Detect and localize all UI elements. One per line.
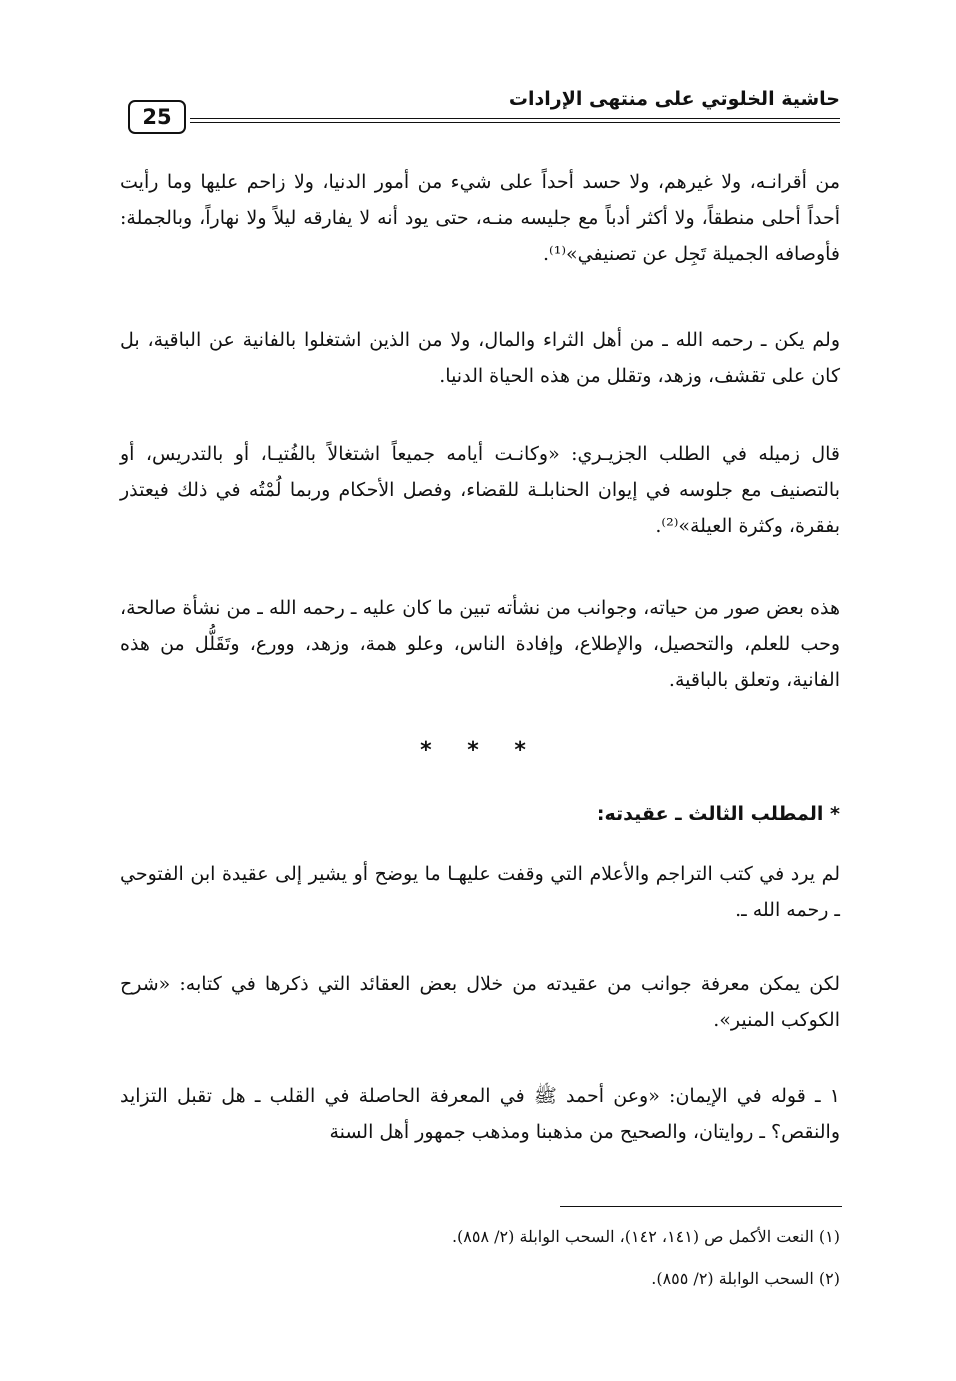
running-header	[128, 84, 840, 140]
page-number: 25	[128, 100, 186, 134]
footnote-rule	[560, 1206, 842, 1207]
paragraph: قال زميله في الطلب الجزيـري: «وكانـت أيامه جميعاً اشتغالاً بالفُتيـا، أو بالتدريس، أو بالتصنيف مع جلوسه في إيوان الحنابلـة للقضاء، وفصل الأحكام وربما لُمْتُه في ذلك فيعتذر بفقرة، وكثرة العيلة»⁽²⁾.	[120, 443, 840, 537]
paragraph: لكن يمكن معرفة جوانب من عقيدته من خلال بعض العقائد التي ذكرها في كتابه: «شرح الكوكب المنير».	[120, 973, 840, 1031]
paragraph: هذه بعض صور من حياته، وجوانب من نشأته تبين ما كان عليه ـ رحمه الله ـ من نشأة صالحة، وحب للعلم، والتحصيل، والإطلاع، وإفادة الناس، وعلو همة، وزهد، وورع، وتَقَلُّل من هذه الفانية، وتعلق بالباقية.	[120, 597, 840, 691]
footnote: (١) النعت الأكمل ص (١٤١، ١٤٢)، السحب الوابلة (٢/ ٨٥٨).	[451, 1227, 840, 1246]
paragraph: من أقرانـه، ولا غيرهم، ولا حسد أحداً على شيء من أمور الدنيا، ولا زاحم عليها وما رأيت أحداً أحلى منطقاً، ولا أكثر أدباً مع جليسه منـه، حتى يود أنه لا يفارقه ليلاً ولا نهاراً، وبالجملة: فأوصافه الجميلة تَجِل عن تصنيفي»⁽¹⁾.	[120, 171, 840, 265]
paragraph: ١ ـ قوله في الإيمان: «وعن أحمد ﷺ في المعرفة الحاصلة في القلب ـ هل تقبل التزايد والنقص؟ ـ روايتان، والصحيح من مذهبنا ومذهب جمهور أهل السنة	[120, 1085, 840, 1143]
paragraph: لم يرد في كتب التراجم والأعلام التي وقفت عليهـا ما يوضح أو يشير إلى عقيدة ابن الفتوحي ـ رحمه الله ـ.	[120, 863, 840, 921]
section-heading: * المطلب الثالث ـ عقيدته:	[596, 803, 840, 825]
paragraph: ولم يكن ـ رحمه الله ـ من أهل الثراء والمال، ولا من الذين اشتغلوا بالفانية عن الباقية، بل كان على تقشف، وزهد، وتقلل من هذه الحياة الدنيا.	[120, 329, 840, 387]
header-rule	[190, 118, 840, 123]
book-title: حاشية الخلوتي على منتهى الإرادات	[508, 88, 840, 110]
footnote: (٢) السحب الوابلة (٢/ ٨٥٥).	[651, 1269, 840, 1288]
section-separator: * * *	[420, 738, 540, 763]
